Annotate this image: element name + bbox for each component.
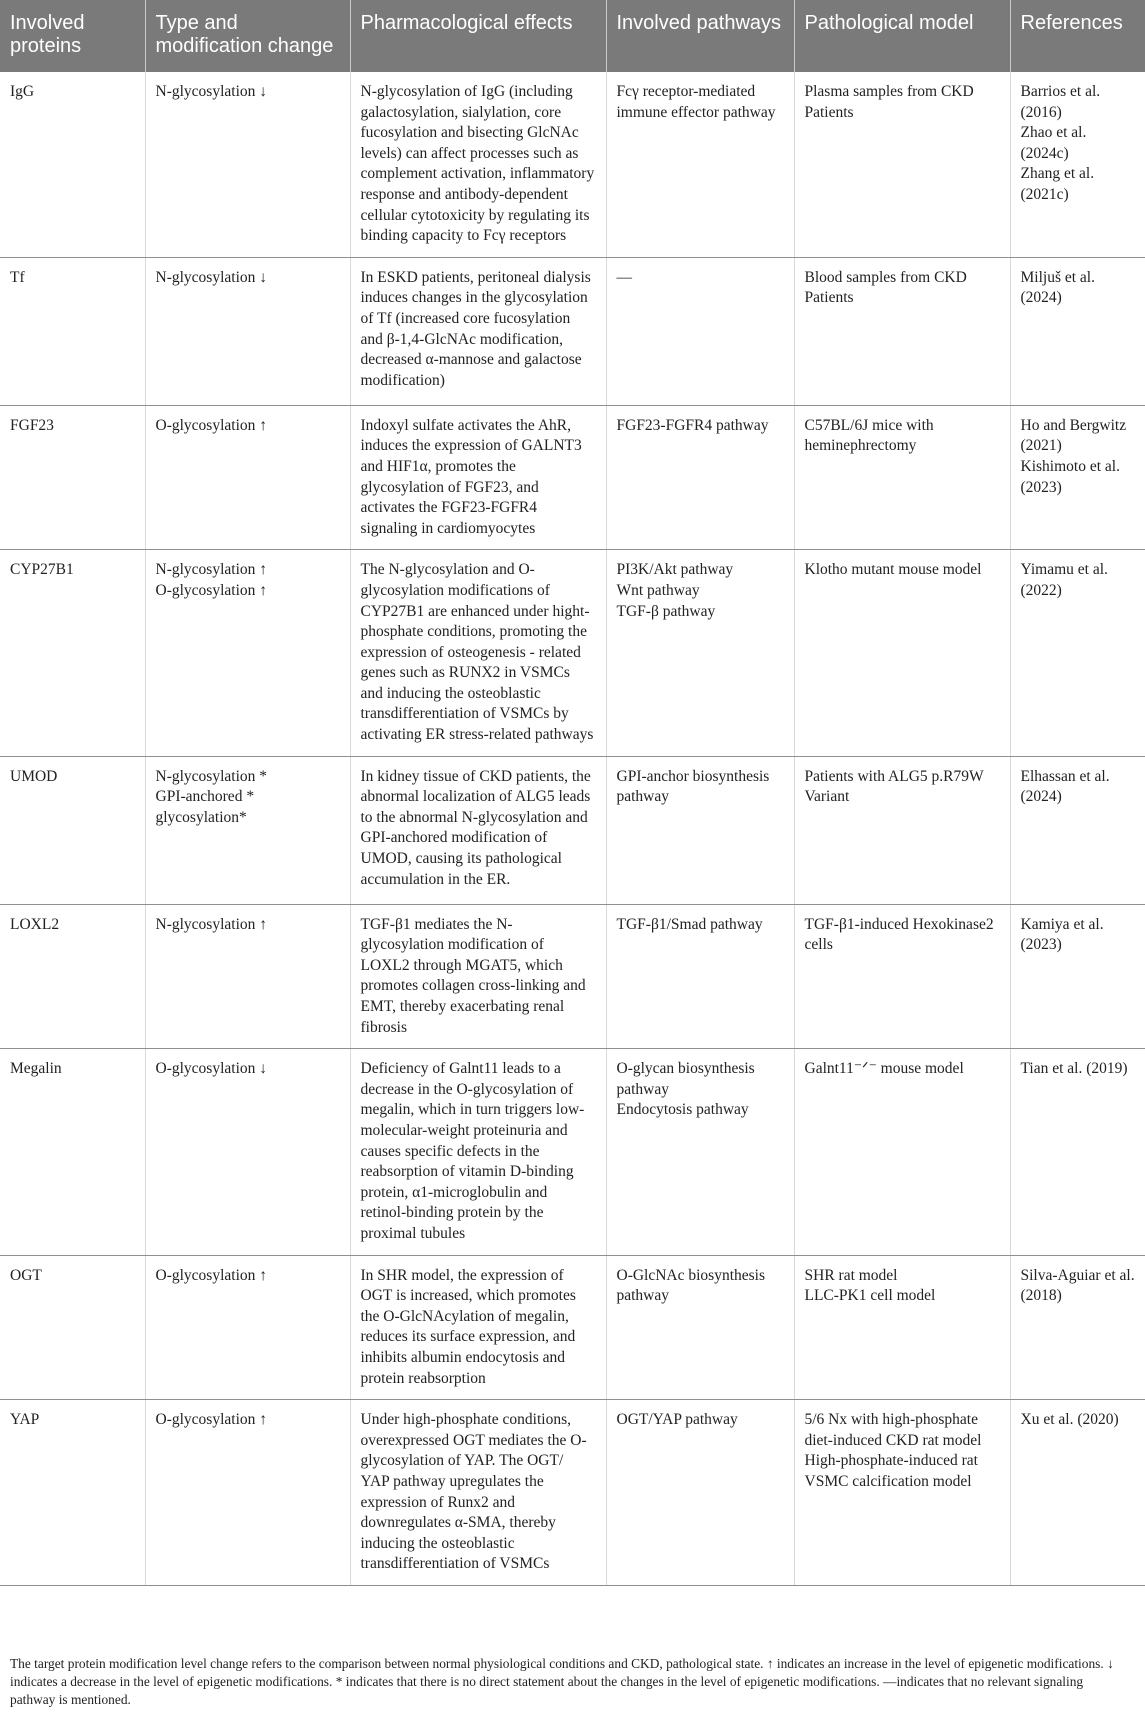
modification-cell	[145, 405, 350, 550]
pathways-cell	[606, 904, 794, 1049]
references-cell-line: Kamiya et al. (2023)	[1020, 915, 1104, 954]
table-row	[0, 405, 1145, 550]
modification-cell	[145, 257, 350, 405]
model-cell	[794, 756, 1010, 904]
model-cell-line: Klotho mutant mouse model	[804, 561, 982, 579]
modification-cell-line: N-glycosylation ↑	[155, 915, 267, 933]
pathways-cell	[606, 1255, 794, 1400]
table-row	[0, 550, 1145, 756]
header-references: References	[1010, 0, 1145, 72]
pathways-cell-line: O-GlcNAc biosynthesis pathway	[616, 1266, 766, 1305]
modification-cell	[145, 1049, 350, 1255]
model-cell-line: SHR rat model	[804, 1266, 898, 1284]
pathways-cell-line: Endocytosis pathway	[616, 1101, 749, 1119]
references-cell-line: Xu et al. (2020)	[1020, 1411, 1119, 1429]
header-involved-proteins: Involved proteins	[0, 0, 145, 72]
references-cell-line: Barrios et al. (2016)	[1020, 83, 1101, 121]
protein-cell: IgG	[0, 72, 145, 257]
header-involved-pathways: Involved pathways	[606, 0, 794, 72]
effect-cell: In ESKD patients, peritoneal dialysis induces changes in the glycosylation of Tf (increased core fucosylation and β-1,4-GlcNAc modification, decreased α-mannose and galactose modification)	[350, 257, 606, 405]
modification-cell-line: N-glycosylation *	[155, 767, 267, 785]
effect-cell: TGF-β1 mediates the N-glycosylation modification of LOXL2 through MGAT5, which promotes collagen cross-linking and EMT, thereby exacerbating renal fibrosis	[350, 904, 606, 1049]
model-cell-line: C57BL/6J mice with heminephrectomy	[804, 416, 934, 455]
model-cell	[794, 72, 1010, 257]
pathways-cell-line: FGF23-FGFR4 pathway	[616, 416, 769, 434]
pathways-cell	[606, 257, 794, 405]
references-cell-line: Yimamu et al. (2022)	[1020, 561, 1108, 599]
pathways-cell	[606, 1049, 794, 1255]
references-cell	[1010, 257, 1145, 405]
references-cell	[1010, 550, 1145, 756]
references-cell	[1010, 756, 1145, 904]
references-cell-line: Miljuš et al. (2024)	[1020, 268, 1095, 307]
table-row	[0, 756, 1145, 904]
effect-cell: Indoxyl sulfate activates the AhR, induces the expression of GALNT3 and HIF1α, promotes the glycosylation of FGF23, and activates the FGF23-FGFR4 signaling in cardiomyocytes	[350, 405, 606, 550]
modification-cell	[145, 904, 350, 1049]
pathways-cell	[606, 405, 794, 550]
protein-cell: FGF23	[0, 405, 145, 550]
protein-cell: CYP27B1	[0, 550, 145, 756]
modification-cell	[145, 756, 350, 904]
model-cell-line: Plasma samples from CKD Patients	[804, 83, 974, 121]
table-row	[0, 72, 1145, 257]
model-cell-line: High-phosphate-induced rat VSMC calcification model	[804, 1452, 978, 1490]
effect-cell: In kidney tissue of CKD patients, the abnormal localization of ALG5 leads to the abnormal N-glycosylation and GPI-anchored modification of UMOD, causing its pathological accumulation in the ER.	[350, 756, 606, 904]
modification-cell	[145, 550, 350, 756]
model-cell	[794, 257, 1010, 405]
table-row	[0, 1400, 1145, 1586]
protein-cell: Tf	[0, 257, 145, 405]
pathways-cell-line: TGF-β1/Smad pathway	[616, 915, 763, 933]
modification-cell-line: O-glycosylation ↓	[155, 1060, 267, 1078]
pathways-cell	[606, 756, 794, 904]
modification-cell	[145, 72, 350, 257]
model-cell-line: Blood samples from CKD Patients	[804, 268, 967, 307]
references-cell	[1010, 1049, 1145, 1255]
effect-cell: Deficiency of Galnt11 leads to a decrease in the O-glycosylation of megalin, which in turn triggers low-molecular-weight proteinuria and causes specific defects in the reabsorption of vitamin D-binding protein, α1-microglobulin and retinol-binding protein by the proximal tubules	[350, 1049, 606, 1255]
references-cell	[1010, 405, 1145, 550]
references-cell-line: Tian et al. (2019)	[1020, 1060, 1128, 1078]
modification-cell-line: GPI-anchored *	[155, 788, 255, 806]
pathways-cell-line: Fcγ receptor-mediated immune effector pathway	[616, 83, 776, 121]
model-cell-line: Patients with ALG5 p.R79W Variant	[804, 767, 984, 806]
protein-cell: LOXL2	[0, 904, 145, 1049]
references-cell-line: Silva-Aguiar et al. (2018)	[1020, 1266, 1135, 1305]
effect-cell: In SHR model, the expression of OGT is increased, which promotes the O-GlcNAcylation of megalin, reduces its surface expression, and inhibits albumin endocytosis and protein reabsorption	[350, 1255, 606, 1400]
table-row	[0, 1049, 1145, 1255]
table-body	[0, 72, 1145, 1585]
pathways-cell-line: —	[616, 268, 632, 286]
modification-cell-line: glycosylation*	[155, 808, 247, 826]
model-cell-line: LLC-PK1 cell model	[804, 1287, 936, 1305]
pathways-cell-line: O-glycan biosynthesis pathway	[616, 1060, 755, 1098]
effect-cell: N-glycosylation of IgG (including galactosylation, sialylation, core fucosylation and bisecting GlcNAc levels) can affect processes such as complement activation, inflammatory response and antibody-dependent cellular cytotoxicity by regulating its binding capacity to Fcγ receptors	[350, 72, 606, 257]
modification-cell-line: O-glycosylation ↑	[155, 416, 267, 434]
references-cell	[1010, 72, 1145, 257]
references-cell-line: Zhao et al. (2024c)	[1020, 124, 1087, 162]
pathways-cell-line: TGF-β pathway	[616, 602, 716, 620]
table-row	[0, 904, 1145, 1049]
modification-cell-line: O-glycosylation ↑	[155, 581, 267, 599]
references-cell-line: Elhassan et al. (2024)	[1020, 767, 1110, 806]
modification-cell-line: N-glycosylation ↓	[155, 268, 267, 286]
pathways-cell	[606, 72, 794, 257]
model-cell	[794, 904, 1010, 1049]
header-pathological-model: Pathological model	[794, 0, 1010, 72]
pathways-cell-line: GPI-anchor biosynthesis pathway	[616, 767, 770, 806]
header-type-modification: Type and modification change	[145, 0, 350, 72]
table-footnote: The target protein modification level change refers to the comparison between normal physiological conditions and CKD, pathological state. ↑ indicates an increase in the level of epigenetic modifications. ↓ indicates a decrease in the level of epigenetic modifications. * indicates that there is no direct statement about the changes in the level of epigenetic modifications. —indicates that no relevant signaling pathway is mentioned.	[10, 1656, 1114, 1707]
modification-cell-line: N-glycosylation ↓	[155, 83, 267, 100]
header-row	[0, 0, 1145, 72]
modification-cell-line: O-glycosylation ↑	[155, 1411, 267, 1429]
model-cell-line: 5/6 Nx with high-phosphate diet-induced CKD rat model	[804, 1411, 982, 1449]
modification-cell-line: O-glycosylation ↑	[155, 1266, 267, 1284]
pathways-cell-line: Wnt pathway	[616, 581, 700, 599]
table-row	[0, 1255, 1145, 1400]
pathways-cell-line: PI3K/Akt pathway	[616, 561, 734, 579]
modification-cell-line: N-glycosylation ↑	[155, 561, 267, 579]
references-cell-line: Kishimoto et al. (2023)	[1020, 457, 1120, 496]
protein-cell: UMOD	[0, 756, 145, 904]
model-cell-line: Galnt11⁻ᐟ⁻ mouse model	[804, 1060, 964, 1078]
references-cell-line: Zhang et al. (2021c)	[1020, 165, 1095, 203]
protein-cell: Megalin	[0, 1049, 145, 1255]
table-row	[0, 257, 1145, 405]
model-cell	[794, 1400, 1010, 1586]
model-cell	[794, 550, 1010, 756]
protein-cell: OGT	[0, 1255, 145, 1400]
pathways-cell-line: OGT/YAP pathway	[616, 1411, 738, 1429]
modification-cell	[145, 1400, 350, 1586]
model-cell-line: TGF-β1-induced Hexokinase2 cells	[804, 915, 994, 954]
model-cell	[794, 1049, 1010, 1255]
table-header	[0, 0, 1145, 72]
references-cell	[1010, 1400, 1145, 1586]
effect-cell: Under high-phosphate conditions, overexpressed OGT mediates the O-glycosylation of YAP. The OGT/ YAP pathway upregulates the expression of Runx2 and downregulates α-SMA, thereby inducing the osteoblastic transdifferentiation of VSMCs	[350, 1400, 606, 1586]
pathways-cell	[606, 550, 794, 756]
modification-cell	[145, 1255, 350, 1400]
references-cell-line: Ho and Bergwitz (2021)	[1020, 416, 1127, 455]
header-pharmacological-effects: Pharmacological effects	[350, 0, 606, 72]
references-cell	[1010, 904, 1145, 1049]
pathways-cell	[606, 1400, 794, 1586]
model-cell	[794, 1255, 1010, 1400]
model-cell	[794, 405, 1010, 550]
protein-cell: YAP	[0, 1400, 145, 1586]
effect-cell: The N-glycosylation and O-glycosylation modifications of CYP27B1 are enhanced under hight-phosphate conditions, promoting the expression of osteogenesis - related genes such as RUNX2 in VSMCs and inducing the osteoblastic transdifferentiation of VSMCs by activating ER stress-related pathways	[350, 550, 606, 756]
references-cell	[1010, 1255, 1145, 1400]
